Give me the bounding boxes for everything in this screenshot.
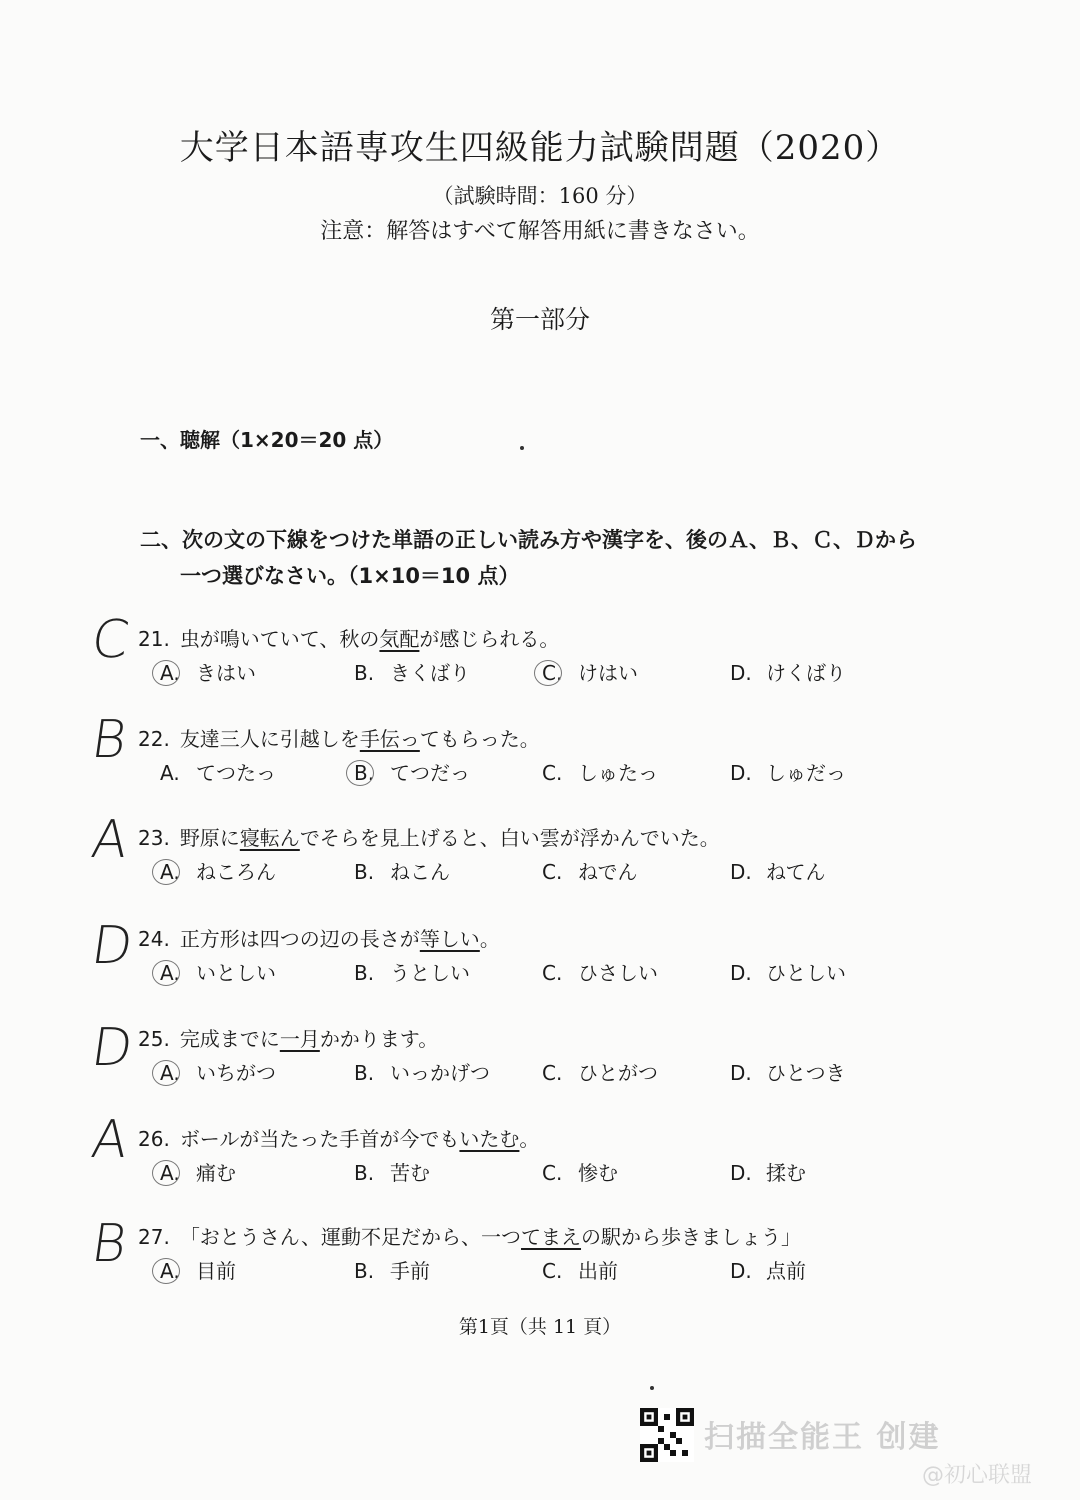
question-stem — [138, 823, 958, 853]
option-c — [542, 1256, 618, 1286]
option-a — [160, 1256, 236, 1286]
question-num: 22. — [138, 727, 170, 751]
question-num: 24. — [138, 927, 170, 951]
option-c — [542, 857, 638, 887]
question-num: 25. — [138, 1027, 170, 1051]
question-underlined-word: 等しい — [419, 927, 480, 951]
handwritten-answer-mark: A — [87, 1110, 132, 1170]
option-d — [730, 758, 846, 788]
question-pre: 虫が鳴いていて、秋の — [179, 627, 380, 651]
option-letter: C. — [542, 1061, 563, 1085]
option-text: 目前 — [196, 1259, 236, 1283]
option-letter: A. — [160, 1256, 196, 1286]
option-letter: A. — [160, 958, 196, 988]
question-underlined-word: いたむ — [459, 1127, 520, 1151]
question-underlined-word: 寝転ん — [239, 826, 300, 850]
weibo-watermark: @初心联盟 — [922, 1463, 1033, 1488]
option-d — [730, 958, 846, 988]
question-pre: 野原に — [179, 826, 240, 850]
option-text: しゅたっ — [578, 761, 658, 785]
option-b — [354, 1256, 430, 1286]
question-stem — [138, 1124, 958, 1154]
question-stem — [138, 624, 958, 654]
option-a — [160, 1058, 276, 1088]
option-letter: D. — [730, 1161, 752, 1185]
option-text: 痛む — [196, 1161, 236, 1185]
question-num: 23. — [138, 826, 170, 850]
question-num: 27. — [138, 1225, 170, 1249]
option-c — [542, 1158, 618, 1188]
option-letter: A. — [160, 1058, 196, 1088]
option-d — [730, 658, 846, 688]
option-text: うとしい — [390, 961, 470, 985]
question-post: かかります。 — [319, 1027, 439, 1051]
option-letter: C. — [542, 658, 578, 688]
option-a — [160, 958, 276, 988]
option-c — [542, 758, 658, 788]
question-stem — [138, 924, 958, 954]
question-22 — [138, 724, 958, 790]
question-24 — [138, 924, 958, 990]
question-27 — [138, 1222, 958, 1288]
option-letter: D. — [730, 961, 752, 985]
option-text: けはい — [578, 661, 638, 685]
option-text: 揉む — [766, 1161, 806, 1185]
handwritten-answer-mark: B — [87, 710, 131, 770]
question-underlined-word: 一月 — [279, 1027, 320, 1051]
question-underlined-word: 気配 — [379, 627, 420, 651]
option-letter: B. — [354, 860, 375, 884]
question-post: 。 — [519, 1127, 540, 1151]
option-text: ねてん — [766, 860, 826, 884]
option-text: いちがつ — [196, 1061, 276, 1085]
option-letter: A. — [160, 1158, 196, 1188]
option-text: 手前 — [390, 1259, 430, 1283]
question-25 — [138, 1024, 958, 1090]
option-letter: D. — [730, 761, 752, 785]
option-letter: D. — [730, 1061, 752, 1085]
option-text: ねでん — [578, 860, 638, 884]
option-d — [730, 1158, 806, 1188]
option-letter: A. — [160, 761, 180, 785]
option-letter: D. — [730, 1259, 752, 1283]
section-two-line2: 一つ選びなさい。（1×10＝10 点） — [180, 564, 520, 588]
option-letter: A. — [160, 857, 196, 887]
option-letter: C. — [542, 1161, 563, 1185]
handwritten-answer-mark: B — [87, 1214, 131, 1274]
option-b — [354, 758, 470, 788]
option-text: けくばり — [766, 661, 846, 685]
option-d — [730, 857, 826, 887]
part-heading: 第一部分 — [489, 305, 590, 334]
option-text: いっかげつ — [390, 1061, 490, 1085]
option-c — [542, 1058, 658, 1088]
section-reading-instructions — [140, 522, 940, 594]
option-text: きはい — [196, 661, 256, 685]
option-text: てつたっ — [196, 761, 276, 785]
scanner-watermark: 扫描全能王 创建 — [704, 1420, 941, 1455]
option-letter: C. — [542, 1259, 563, 1283]
option-text: きくばり — [390, 661, 470, 685]
question-pre: 友達三人に引越しを — [179, 727, 360, 751]
option-a — [160, 658, 256, 688]
option-letter: C. — [542, 761, 563, 785]
question-26 — [138, 1124, 958, 1190]
option-b — [354, 1158, 430, 1188]
option-text: ひとがつ — [578, 1061, 658, 1085]
option-letter: C. — [542, 860, 563, 884]
question-pre: 「おとうさん、運動不足だから、一つ — [179, 1225, 522, 1249]
question-23 — [138, 823, 958, 889]
handwritten-answer-mark: A — [87, 810, 132, 870]
option-letter: B. — [354, 1161, 375, 1185]
question-post: 。 — [479, 927, 500, 951]
option-text: 出前 — [578, 1259, 618, 1283]
question-pre: ボールが当たった手首が今でも — [179, 1127, 460, 1151]
handwritten-answer-mark: D — [87, 1018, 137, 1078]
question-post: が感じられる。 — [419, 627, 560, 651]
question-pre: 正方形は四つの辺の長さが — [179, 927, 420, 951]
option-text: ひとしい — [766, 961, 846, 985]
option-b — [354, 1058, 490, 1088]
option-text: ねこん — [390, 860, 450, 884]
section-two-line1: 二、次の文の下線をつけた単語の正しい読み方や漢字を、後のＡ、Ｂ、Ｃ、Ｄから — [140, 528, 917, 552]
option-letter: C. — [542, 961, 563, 985]
option-text: いとしい — [196, 961, 276, 985]
option-letter: B. — [354, 1061, 375, 1085]
question-21 — [138, 624, 958, 690]
option-text: てつだっ — [390, 761, 470, 785]
option-d — [730, 1058, 846, 1088]
exam-title: 大学日本語専攻生四級能力試験問題（2020） — [179, 128, 901, 168]
option-a — [160, 857, 276, 887]
handwritten-answer-mark: C — [87, 610, 133, 670]
option-text: しゅだっ — [766, 761, 846, 785]
option-letter: A. — [160, 658, 196, 688]
question-num: 26. — [138, 1127, 170, 1151]
option-a — [160, 758, 276, 788]
question-stem — [138, 724, 958, 754]
question-post: の駅から歩きましょう」 — [581, 1225, 802, 1249]
option-letter: D. — [730, 661, 752, 685]
option-text: 苦む — [390, 1161, 430, 1185]
option-letter: B. — [354, 661, 375, 685]
option-text: ひさしい — [578, 961, 658, 985]
option-c — [542, 958, 658, 988]
option-text: ひとつき — [766, 1061, 846, 1085]
question-num: 21. — [138, 627, 170, 651]
option-b — [354, 958, 470, 988]
option-letter: B. — [354, 1259, 375, 1283]
question-pre: 完成までに — [179, 1027, 280, 1051]
option-text: 惨む — [578, 1161, 618, 1185]
option-text: ねころん — [196, 860, 276, 884]
question-stem — [138, 1024, 958, 1054]
exam-time: （試験時間：160 分） — [432, 184, 648, 208]
option-letter: D. — [730, 860, 752, 884]
section-listening: 一、聴解（1×20＝20 点） — [140, 428, 394, 452]
option-b — [354, 658, 470, 688]
page-number: 第1頁（共 11 頁） — [458, 1316, 622, 1338]
question-post: てもらった。 — [419, 727, 540, 751]
question-underlined-word: 手伝っ — [359, 727, 420, 751]
option-letter: B. — [354, 961, 375, 985]
qr-code-icon — [640, 1408, 694, 1462]
option-a — [160, 1158, 236, 1188]
option-b — [354, 857, 450, 887]
option-text: 点前 — [766, 1259, 806, 1283]
scan-speck — [520, 446, 524, 450]
option-letter: B. — [354, 758, 390, 788]
scan-speck — [650, 1386, 654, 1390]
handwritten-answer-mark: D — [87, 916, 137, 976]
option-c — [542, 658, 638, 688]
option-d — [730, 1256, 806, 1286]
question-stem — [138, 1222, 958, 1252]
question-underlined-word: てまえ — [521, 1225, 582, 1249]
exam-notice: 注意：解答はすべて解答用紙に書きなさい。 — [320, 219, 760, 244]
question-post: でそらを見上げると、白い雲が浮かんでいた。 — [299, 826, 720, 850]
